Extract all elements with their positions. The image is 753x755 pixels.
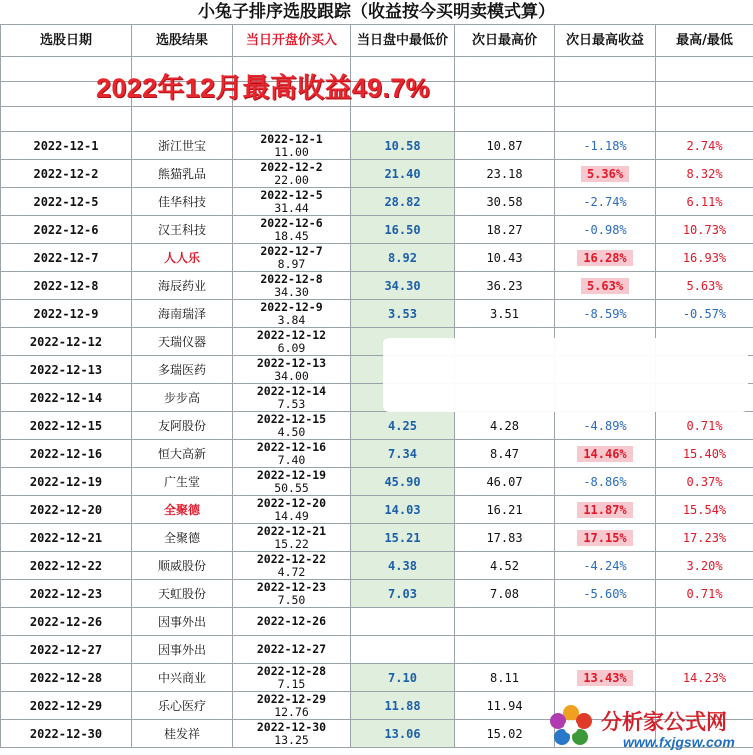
cell-buy-date: 2022-12-29 [256,691,327,706]
cell-open-price: 12.76 [274,704,309,719]
cell-low: 7.34 [351,440,455,468]
cell-low: 16.50 [351,216,455,244]
cell-buy-date: 2022-12-14 [256,383,327,398]
cell-max-min: 8.32% [656,160,753,188]
cell-open [233,692,351,720]
cell-stock: 因事外出 [132,608,233,636]
watermark-text: 分析家公式网 [601,710,727,734]
cell-max-min: 6.11% [656,188,753,216]
gain-highlight: 5.36% [581,166,629,182]
cell-date: 2022-12-28 [1,664,132,692]
cell-date: 2022-12-12 [1,328,132,356]
cell-open [233,664,351,692]
cell-low: 28.82 [351,188,455,216]
cell-open-price: 15.22 [274,536,309,551]
sheet-title: 小兔子排序选股跟踪（收益按今买明卖模式算） [198,2,555,22]
cell-stock: 顺威股份 [132,552,233,580]
cell-max-min [656,636,753,664]
cell-open-price: 6.09 [277,340,306,355]
cell-next-high: 15.02 [455,720,555,748]
cell-next-gain [555,496,656,524]
cell-buy-date: 2022-12-28 [256,663,327,678]
cell-stock: 天虹股份 [132,580,233,608]
blank-row [1,107,753,132]
cell-buy-date: 2022-12-13 [256,355,327,370]
cell-date: 2022-12-22 [1,552,132,580]
cell-open [233,328,351,356]
header-open: 当日开盘价买入 [233,25,351,57]
cell-max-min: 16.93% [656,244,753,272]
cell-open [233,216,351,244]
table-row [1,440,753,468]
cell-next-high: 3.51 [455,300,555,328]
table-row [1,188,753,216]
table-row [1,160,753,188]
header-date: 选股日期 [1,25,132,57]
cell-low: 14.03 [351,496,455,524]
cell-next-gain [555,664,656,692]
obscured-region [383,338,748,412]
cell-date: 2022-12-26 [1,608,132,636]
cell-open [233,524,351,552]
cell-date: 2022-12-5 [1,188,132,216]
cell-next-high: 8.47 [455,440,555,468]
cell-next-high: 18.27 [455,216,555,244]
cell-date: 2022-12-27 [1,636,132,664]
header-next-high: 次日最高价 [455,25,555,57]
cell-date: 2022-12-19 [1,468,132,496]
cell-next-gain: -4.24% [555,552,656,580]
table-row [1,552,753,580]
cell-max-min: 3.20% [656,552,753,580]
cell-low: 21.40 [351,160,455,188]
cell-date: 2022-12-8 [1,272,132,300]
cell-date: 2022-12-30 [1,720,132,748]
table-row [1,580,753,608]
cell-open-price: 7.15 [277,676,306,691]
cell-stock: 全聚德 [132,524,233,552]
cell-stock: 多瑞医药 [132,356,233,384]
cell-open-price: 11.00 [274,144,309,159]
cell-open-price: 4.72 [277,564,306,579]
header-max-min: 最高/最低 [656,25,753,57]
cell-open [233,440,351,468]
cell-date: 2022-12-29 [1,692,132,720]
cell-stock: 人人乐 [132,244,233,272]
cell-buy-date: 2022-12-5 [260,187,323,202]
cell-low: 7.10 [351,664,455,692]
cell-buy-date: 2022-12-7 [260,243,323,258]
cell-low: 34.30 [351,272,455,300]
cell-open-price: 13.25 [274,732,309,747]
cell-date: 2022-12-13 [1,356,132,384]
cell-low: 11.88 [351,692,455,720]
cell-open-price: 7.40 [277,452,306,467]
cell-low: 3.53 [351,300,455,328]
table-row [1,468,753,496]
cell-open [233,496,351,524]
cell-stock: 浙江世宝 [132,132,233,160]
cell-open-price: 8.97 [277,256,306,271]
cell-low: 10.58 [351,132,455,160]
cell-open [233,720,351,748]
cell-next-high: 36.23 [455,272,555,300]
cell-open [233,608,351,636]
gain-highlight: 17.15% [577,530,632,546]
cell-next-high: 11.94 [455,692,555,720]
table-row [1,524,753,552]
cell-open [233,132,351,160]
cell-date: 2022-12-16 [1,440,132,468]
cell-open [233,160,351,188]
cell-buy-date: 2022-12-19 [256,467,327,482]
cell-buy-date: 2022-12-27 [256,642,327,656]
cell-buy-date: 2022-12-6 [260,215,323,230]
cell-date: 2022-12-6 [1,216,132,244]
cell-open [233,468,351,496]
cell-next-high: 17.83 [455,524,555,552]
gain-highlight: 13.43% [577,670,632,686]
cell-buy-date: 2022-12-9 [260,299,323,314]
cell-open-price: 31.44 [274,200,309,215]
cell-next-high: 10.43 [455,244,555,272]
cell-stock: 海辰药业 [132,272,233,300]
cell-date: 2022-12-15 [1,412,132,440]
table-row [1,412,753,440]
cell-date: 2022-12-7 [1,244,132,272]
cell-low: 4.25 [351,412,455,440]
cell-open-price: 50.55 [274,480,309,495]
gain-highlight: 11.87% [577,502,632,518]
cell-open [233,580,351,608]
cell-next-high: 10.87 [455,132,555,160]
cell-date: 2022-12-21 [1,524,132,552]
cell-stock: 因事外出 [132,636,233,664]
cell-open-price: 14.49 [274,508,309,523]
cell-date: 2022-12-2 [1,160,132,188]
cell-date: 2022-12-9 [1,300,132,328]
table-row [1,244,753,272]
header-low: 当日盘中最低价 [351,25,455,57]
cell-date: 2022-12-23 [1,580,132,608]
cell-next-high: 8.11 [455,664,555,692]
cell-open [233,384,351,412]
cell-low [351,636,455,664]
cell-stock: 步步高 [132,384,233,412]
gain-highlight: 14.46% [577,446,632,462]
cell-open-price: 4.50 [277,424,306,439]
cell-stock: 桂发祥 [132,720,233,748]
table-row [1,608,753,636]
table-row [1,496,753,524]
cell-stock: 广生堂 [132,468,233,496]
cell-buy-date: 2022-12-1 [260,131,323,146]
cell-open [233,412,351,440]
cell-open-price: 34.30 [274,284,309,299]
cell-buy-date: 2022-12-16 [256,439,327,454]
table-row [1,300,753,328]
cell-next-gain [555,636,656,664]
cell-next-gain: -4.89% [555,412,656,440]
cell-low: 8.92 [351,244,455,272]
cell-open-price: 18.45 [274,228,309,243]
table-row [1,132,753,160]
cell-buy-date: 2022-12-8 [260,271,323,286]
cell-next-gain: -5.60% [555,580,656,608]
cell-next-high: 46.07 [455,468,555,496]
cell-stock: 乐心医疗 [132,692,233,720]
cell-buy-date: 2022-12-15 [256,411,327,426]
cell-buy-date: 2022-12-22 [256,551,327,566]
cell-stock: 海南瑞泽 [132,300,233,328]
cell-buy-date: 2022-12-26 [256,614,327,628]
header-next-gain: 次日最高收益 [555,25,656,57]
cell-low: 45.90 [351,468,455,496]
cell-stock: 全聚德 [132,496,233,524]
cell-open [233,356,351,384]
cell-next-high: 4.28 [455,412,555,440]
cell-max-min: 15.54% [656,496,753,524]
gain-highlight: 16.28% [577,250,632,266]
cell-buy-date: 2022-12-12 [256,327,327,342]
cell-next-gain: -8.86% [555,468,656,496]
cell-open-price: 3.84 [277,312,306,327]
cell-max-min: 0.37% [656,468,753,496]
cell-open [233,300,351,328]
table-row [1,272,753,300]
cell-max-min: 10.73% [656,216,753,244]
table-row [1,636,753,664]
cell-open-price: 22.00 [274,172,309,187]
cell-next-gain: -2.74% [555,188,656,216]
cell-low: 7.03 [351,580,455,608]
table-row [1,216,753,244]
cell-buy-date: 2022-12-23 [256,579,327,594]
cell-low: 4.38 [351,552,455,580]
cell-max-min: 5.63% [656,272,753,300]
cell-max-min: -0.57% [656,300,753,328]
cell-buy-date: 2022-12-30 [256,719,327,734]
cell-next-high: 23.18 [455,160,555,188]
cell-open [233,272,351,300]
cell-next-high [455,608,555,636]
watermark-url: www.fxjgsw.com [623,734,735,750]
header-row [1,25,753,57]
cell-next-gain [555,160,656,188]
cell-stock: 恒大高新 [132,440,233,468]
cell-next-gain: -8.59% [555,300,656,328]
banner-headline: 2022年12月最高收益49.7% [96,73,430,103]
cell-open-price: 7.50 [277,592,306,607]
cell-next-high: 16.21 [455,496,555,524]
cell-stock: 汉王科技 [132,216,233,244]
cell-max-min: 0.71% [656,412,753,440]
cell-date: 2022-12-14 [1,384,132,412]
cell-next-high: 4.52 [455,552,555,580]
cell-open-price: 7.53 [277,396,306,411]
cell-max-min: 17.23% [656,524,753,552]
cell-next-high [455,636,555,664]
cell-stock: 佳华科技 [132,188,233,216]
flower-icon [547,703,595,751]
cell-next-gain: -1.18% [555,132,656,160]
cell-next-gain: -0.98% [555,216,656,244]
cell-open [233,244,351,272]
cell-stock: 友阿股份 [132,412,233,440]
cell-buy-date: 2022-12-21 [256,523,327,538]
cell-date: 2022-12-1 [1,132,132,160]
cell-next-high: 7.08 [455,580,555,608]
cell-buy-date: 2022-12-2 [260,159,323,174]
cell-next-gain [555,524,656,552]
cell-buy-date: 2022-12-20 [256,495,327,510]
cell-open-price: 34.00 [274,368,309,383]
cell-open [233,188,351,216]
cell-stock: 天瑞仪器 [132,328,233,356]
cell-stock: 熊猫乳品 [132,160,233,188]
watermark-logo [547,703,751,753]
cell-next-gain [555,440,656,468]
cell-date: 2022-12-20 [1,496,132,524]
gain-highlight: 5.63% [581,278,629,294]
cell-next-gain [555,244,656,272]
cell-low: 13.06 [351,720,455,748]
cell-open [233,636,351,664]
cell-low [351,608,455,636]
cell-open [233,552,351,580]
cell-low: 15.21 [351,524,455,552]
cell-next-high: 30.58 [455,188,555,216]
cell-max-min: 2.74% [656,132,753,160]
table-row [1,664,753,692]
cell-max-min [656,608,753,636]
cell-next-gain [555,608,656,636]
cell-next-gain [555,272,656,300]
cell-stock: 中兴商业 [132,664,233,692]
cell-max-min: 15.40% [656,440,753,468]
header-stock: 选股结果 [132,25,233,57]
cell-max-min: 0.71% [656,580,753,608]
cell-max-min: 14.23% [656,664,753,692]
